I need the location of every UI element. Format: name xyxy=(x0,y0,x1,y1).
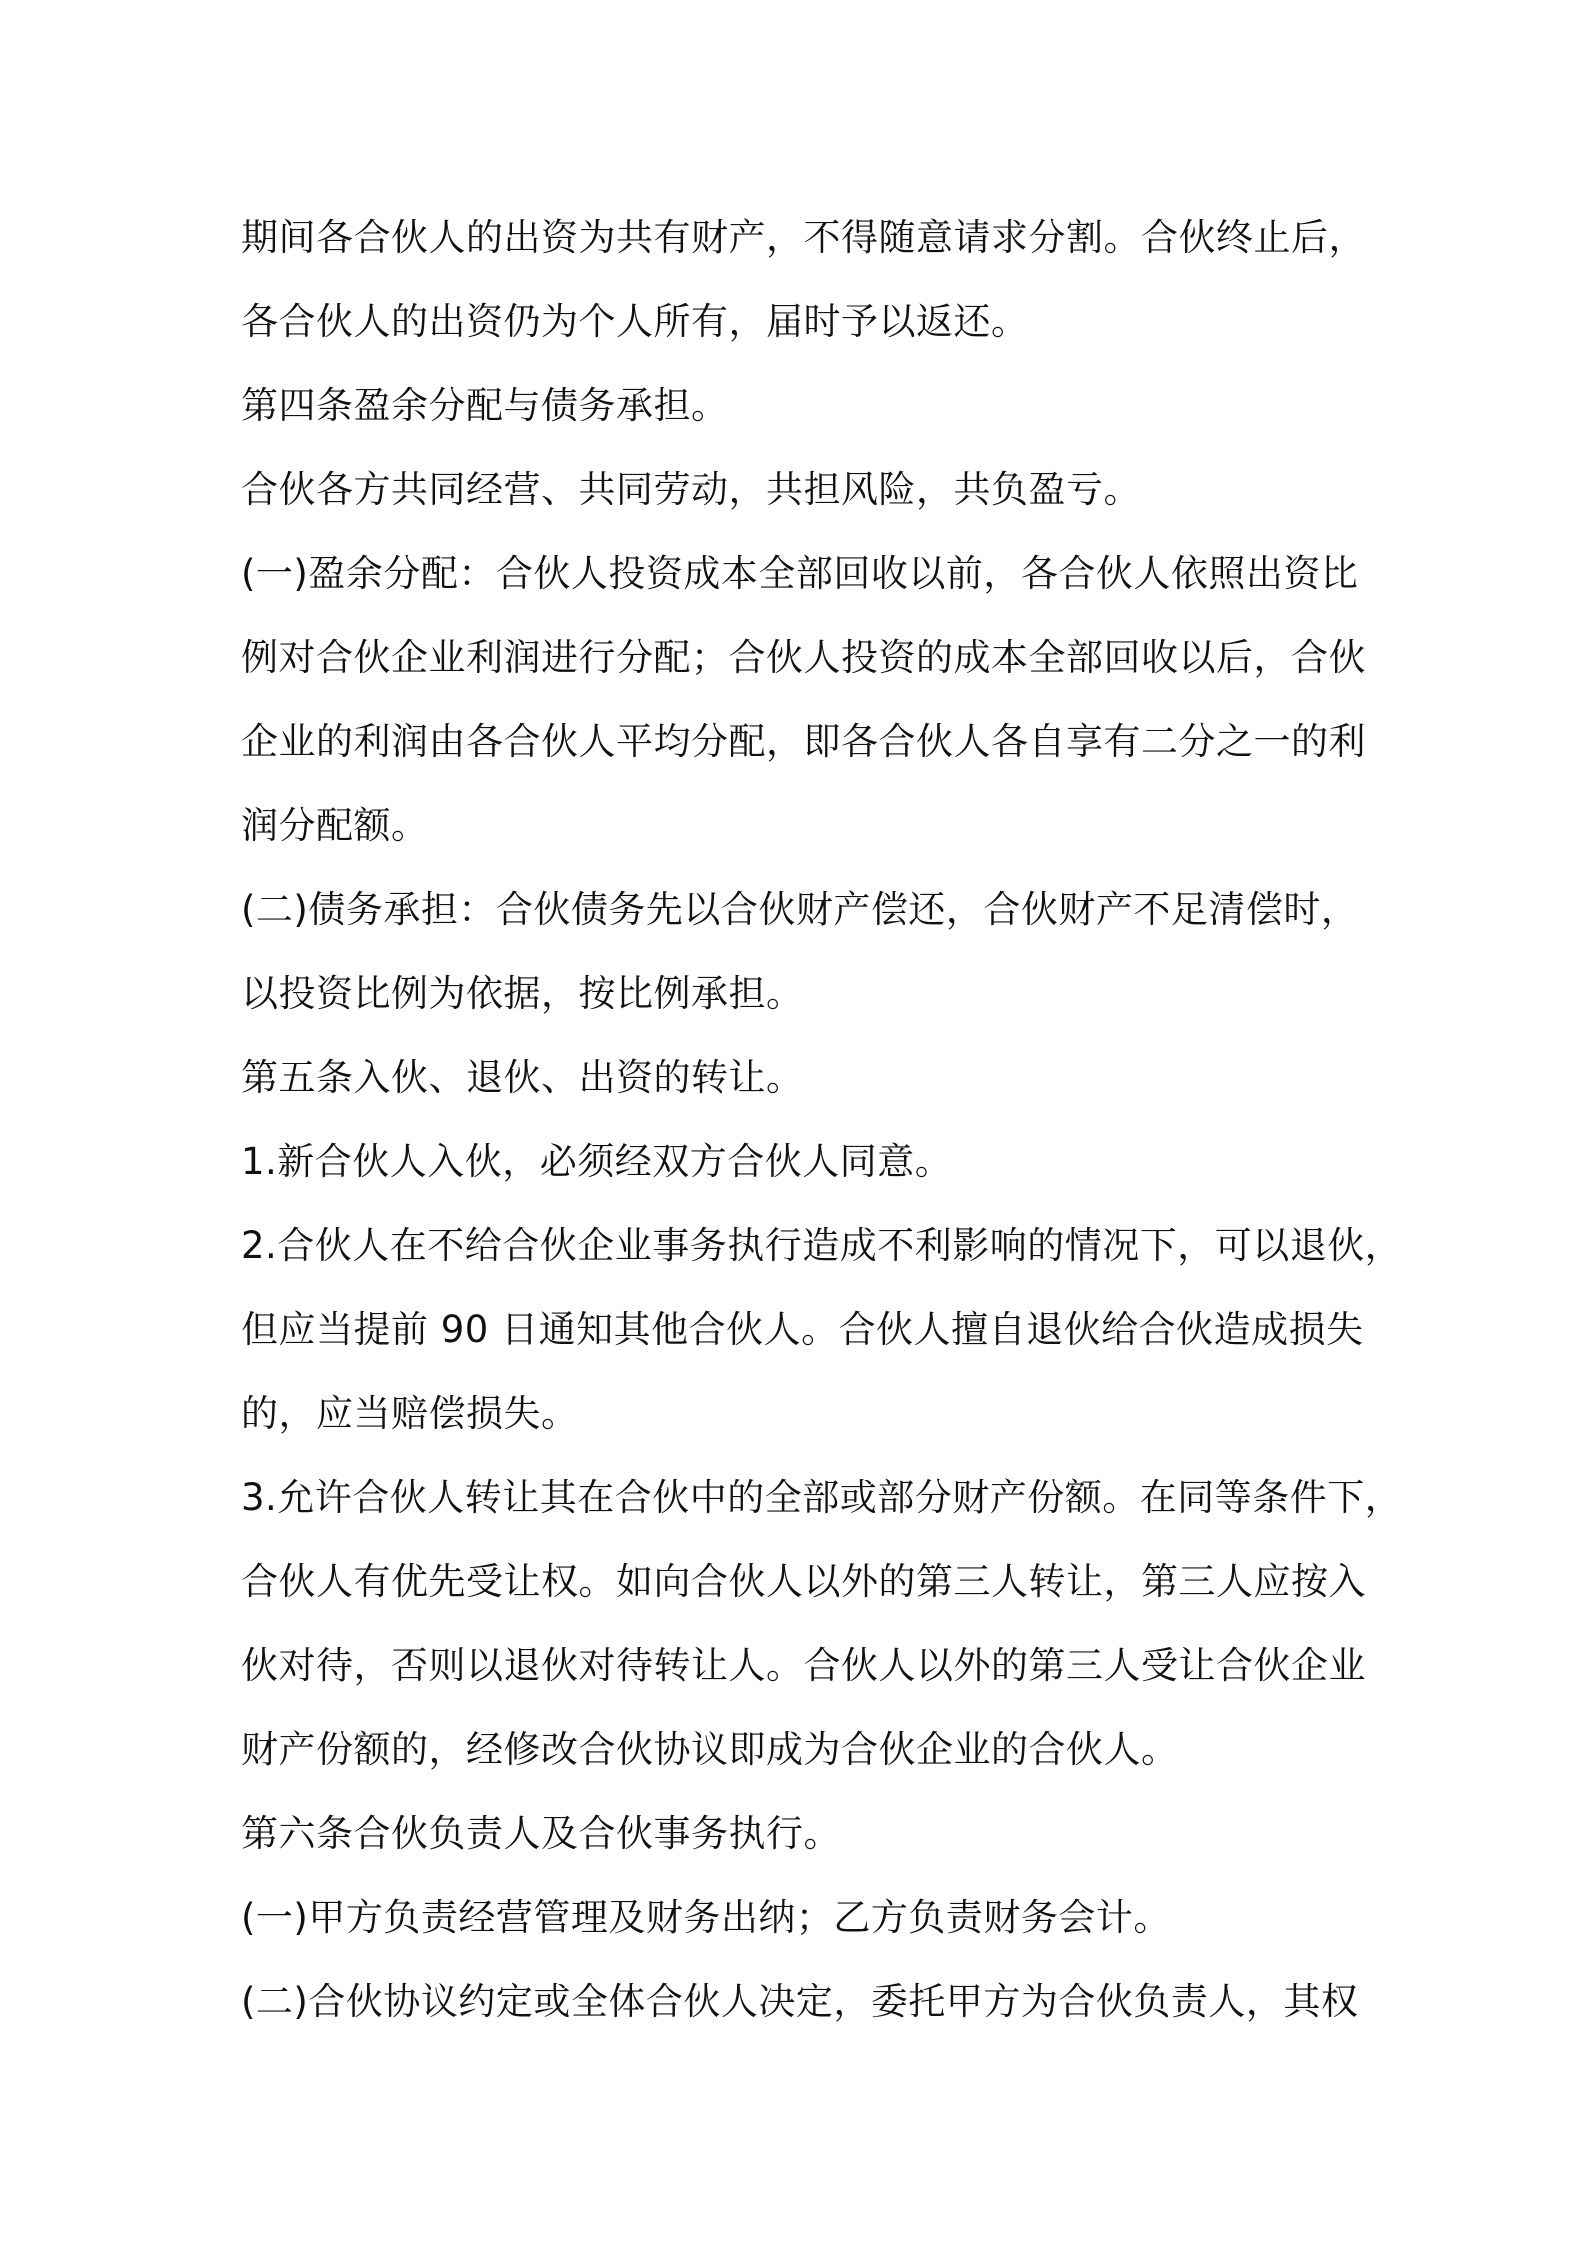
text-line-1: 期间各合伙人的出资为共有财产，不得随意请求分割。合伙终止后， xyxy=(241,216,1366,259)
document-body xyxy=(241,196,1403,2044)
text-line-8: 润分配额。 xyxy=(241,804,429,847)
text-line-22: (二)合伙协议约定或全体合伙人决定，委托甲方为合伙负责人，其权 xyxy=(241,1980,1359,2023)
text-line-16: 3.允许合伙人转让其在合伙中的全部或部分财产份额。在同等条件下， xyxy=(241,1476,1403,1519)
text-line-6: 例对合伙企业利润进行分配；合伙人投资的成本全部回收以后，合伙 xyxy=(241,636,1366,679)
text-line-17: 合伙人有优先受让权。如向合伙人以外的第三人转让，第三人应按入 xyxy=(241,1560,1366,1603)
article-5-heading: 第五条入伙、退伙、出资的转让。 xyxy=(241,1056,804,1099)
text-line-7: 企业的利润由各合伙人平均分配，即各合伙人各自享有二分之一的利 xyxy=(241,720,1366,763)
text-line-9: (二)债务承担：合伙债务先以合伙财产偿还，合伙财产不足清偿时， xyxy=(241,888,1359,931)
text-line-12: 1.新合伙人入伙，必须经双方合伙人同意。 xyxy=(241,1140,953,1183)
article-6-heading: 第六条合伙负责人及合伙事务执行。 xyxy=(241,1812,841,1855)
text-line-15: 的，应当赔偿损失。 xyxy=(241,1392,579,1435)
text-line-21: (一)甲方负责经营管理及财务出纳；乙方负责财务会计。 xyxy=(241,1896,1171,1939)
text-line-13: 2.合伙人在不给合伙企业事务执行造成不利影响的情况下，可以退伙， xyxy=(241,1224,1403,1267)
text-line-14: 但应当提前 90 日通知其他合伙人。合伙人擅自退伙给合伙造成损失 xyxy=(241,1308,1364,1351)
text-line-2: 各合伙人的出资仍为个人所有，届时予以返还。 xyxy=(241,300,1029,343)
text-line-4: 合伙各方共同经营、共同劳动，共担风险，共负盈亏。 xyxy=(241,468,1141,511)
text-line-18: 伙对待，否则以退伙对待转让人。合伙人以外的第三人受让合伙企业 xyxy=(241,1644,1366,1687)
article-4-heading: 第四条盈余分配与债务承担。 xyxy=(241,384,729,427)
text-line-5: (一)盈余分配：合伙人投资成本全部回收以前，各合伙人依照出资比 xyxy=(241,552,1359,595)
text-line-10: 以投资比例为依据，按比例承担。 xyxy=(241,972,804,1015)
text-line-19: 财产份额的，经修改合伙协议即成为合伙企业的合伙人。 xyxy=(241,1728,1179,1771)
